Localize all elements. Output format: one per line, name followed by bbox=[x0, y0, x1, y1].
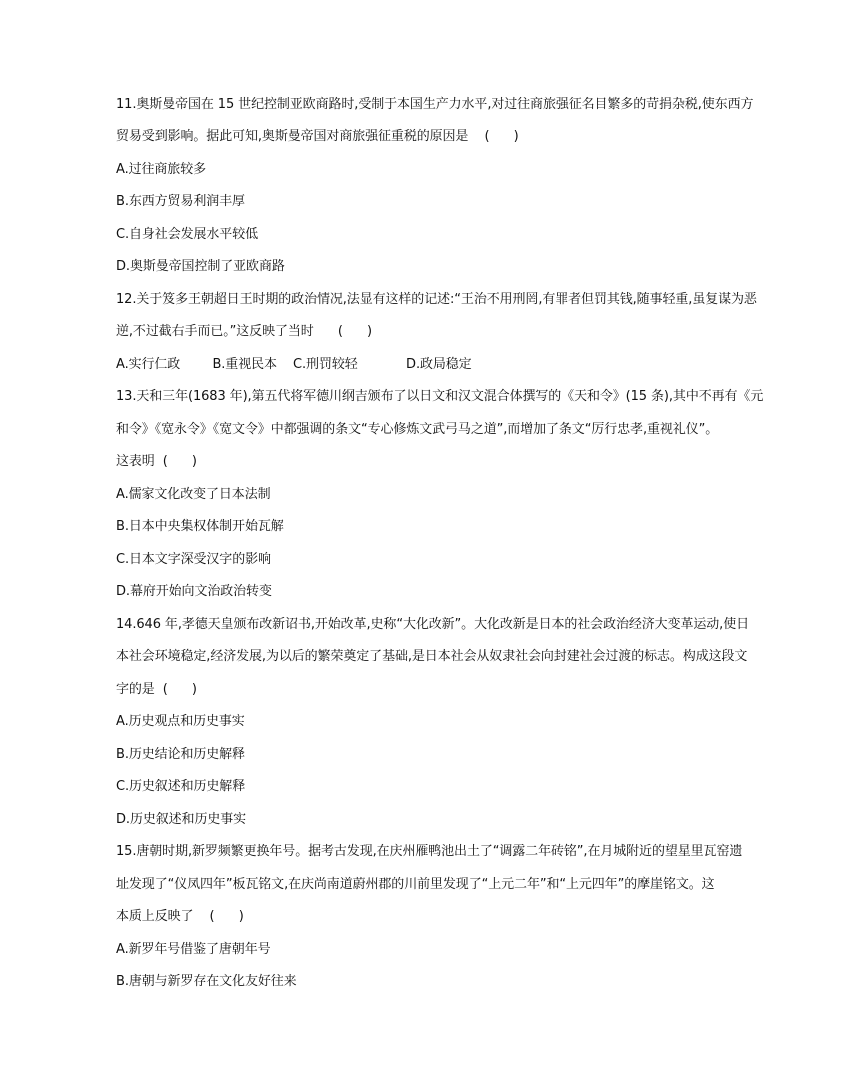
question-14-text-line-2: 本社会环境稳定,经济发展,为以后的繁荣奠定了基础,是日本社会从奴隶社会向封建社会过渡的标志。构成这段文 bbox=[116, 649, 748, 664]
question-13-text-line-2: 和令》《宽永令》《宽文令》中都强调的条文“专心修炼文武弓马之道”,而增加了条文“厉行忠孝,重视礼仪”。 bbox=[116, 422, 719, 437]
question-15-option-b: B.唐朝与新罗存在文化友好往来 bbox=[116, 974, 297, 989]
question-14-option-b: B.历史结论和历史解释 bbox=[116, 747, 245, 762]
question-15-option-a: A.新罗年号借鉴了唐朝年号 bbox=[116, 942, 271, 957]
question-12-text-line-2: 逆,不过截右手而已。”这反映了当时 ( ) bbox=[116, 324, 372, 339]
question-11-text-line-1: 11.奥斯曼帝国在 15 世纪控制亚欧商路时,受制于本国生产力水平,对过往商旅强征名目繁多的苛捐杂税,使东西方 bbox=[116, 97, 754, 112]
question-13-option-d: D.幕府开始向文治政治转变 bbox=[116, 584, 272, 599]
question-14-text-line-1: 14.646 年,孝德天皇颁布改新诏书,开始改革,史称“大化改新”。大化改新是日本的社会政治经济大变革运动,使日 bbox=[116, 617, 750, 632]
question-11-option-a: A.过往商旅较多 bbox=[116, 162, 206, 177]
question-13-option-b: B.日本中央集权体制开始瓦解 bbox=[116, 519, 284, 534]
question-11-option-c: C.自身社会发展水平较低 bbox=[116, 227, 259, 242]
question-15-text-line-2: 址发现了“仪凤四年”板瓦铭文,在庆尚南道蔚州郡的川前里发现了“上元二年”和“上元四年”的摩崖铭文。这 bbox=[116, 877, 715, 892]
question-13-text-line-1: 13.天和三年(1683 年),第五代将军德川纲吉颁布了以日文和汉文混合体撰写的《天和令》(15 条),其中不再有《元 bbox=[116, 389, 764, 404]
question-12-text-line-1: 12.关于笈多王朝超日王时期的政治情况,法显有这样的记述:“王治不用刑罔,有罪者但罚其钱,随事轻重,虽复谋为恶 bbox=[116, 292, 757, 307]
question-13-option-c: C.日本文字深受汉字的影响 bbox=[116, 552, 271, 567]
question-14-option-a: A.历史观点和历史事实 bbox=[116, 714, 245, 729]
question-14-text-line-3: 字的是 ( ) bbox=[116, 682, 197, 697]
question-15-text-line-1: 15.唐朝时期,新罗频繁更换年号。据考古发现,在庆州雁鸭池出土了“调露二年砖铭”,在月城附近的望星里瓦窑遗 bbox=[116, 844, 743, 859]
question-13-option-a: A.儒家文化改变了日本法制 bbox=[116, 487, 271, 502]
question-11-option-d: D.奥斯曼帝国控制了亚欧商路 bbox=[116, 259, 285, 274]
question-14-option-c: C.历史叙述和历史解释 bbox=[116, 779, 246, 794]
question-15-text-line-3: 本质上反映了 ( ) bbox=[116, 909, 244, 924]
question-11-text-line-2: 贸易受到影响。据此可知,奥斯曼帝国对商旅强征重税的原因是 ( ) bbox=[116, 129, 519, 144]
question-14-option-d: D.历史叙述和历史事实 bbox=[116, 812, 247, 827]
question-11-option-b: B.东西方贸易利润丰厚 bbox=[116, 194, 245, 209]
question-13-text-line-3: 这表明 ( ) bbox=[116, 454, 197, 469]
question-12-options: A.实行仁政 B.重视民本 C.刑罚较轻 D.政局稳定 bbox=[116, 357, 472, 372]
